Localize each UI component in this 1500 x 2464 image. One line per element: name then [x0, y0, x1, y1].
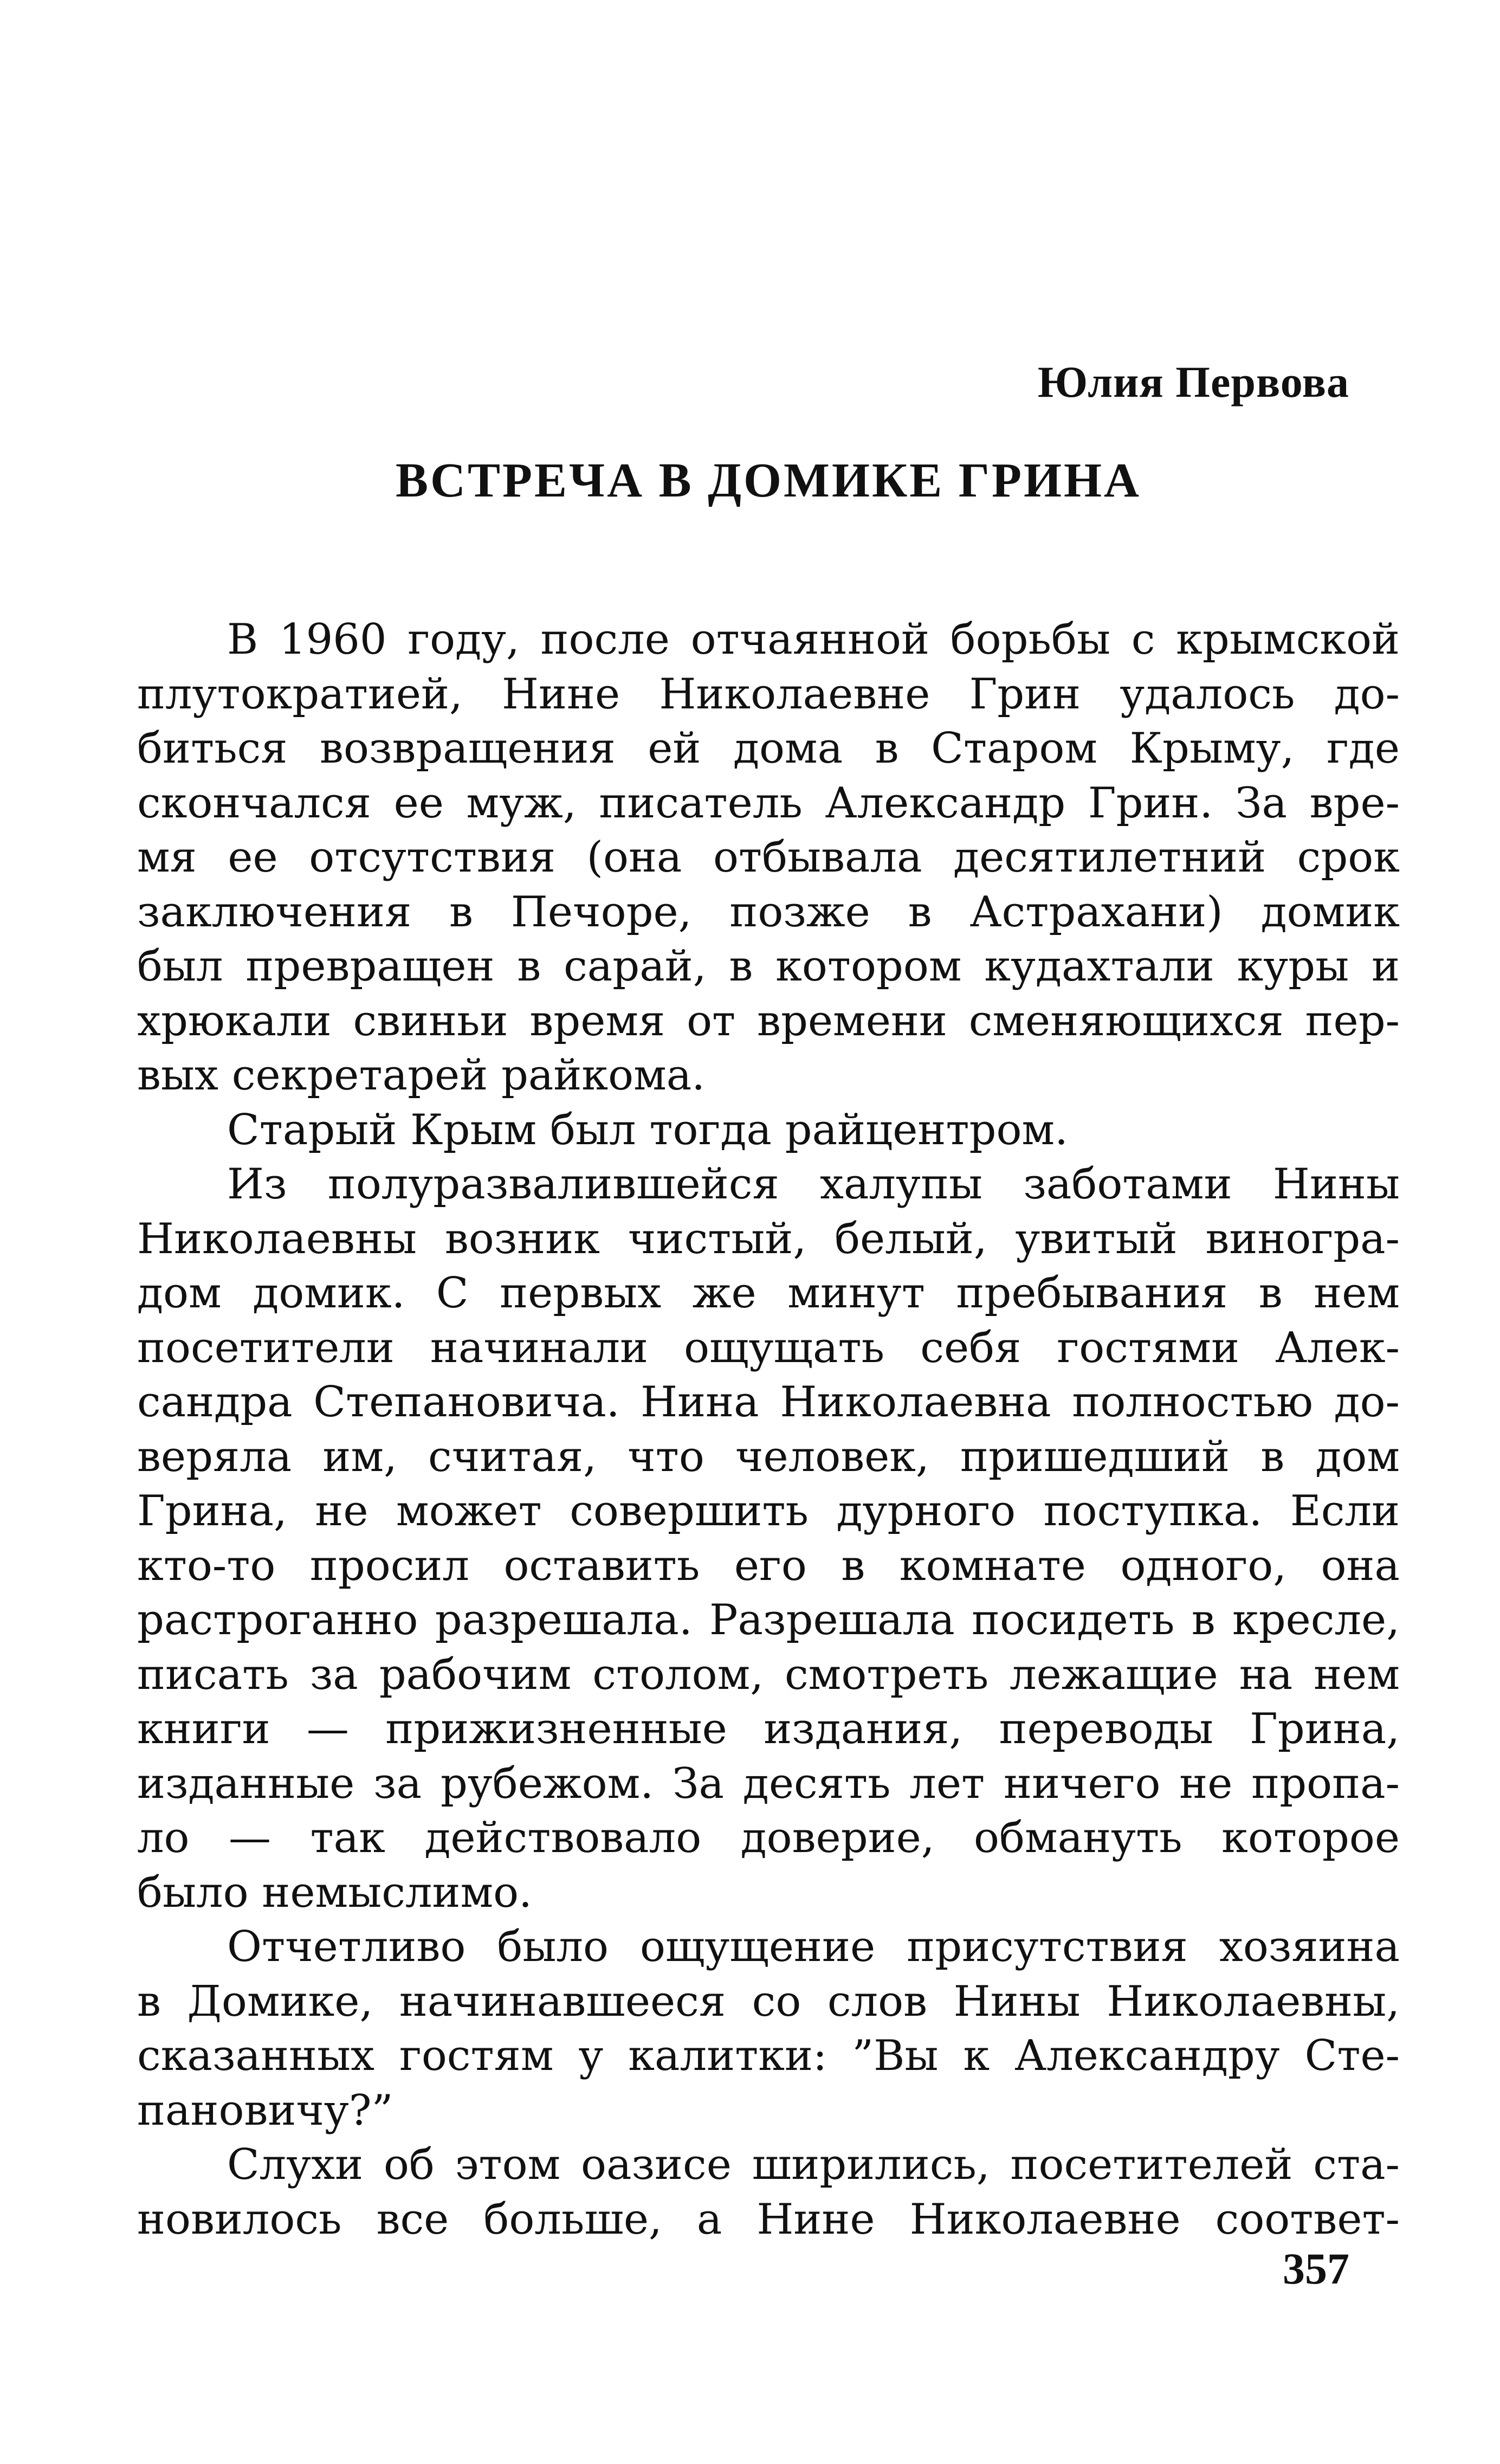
text-line: Отчетливо было ощущение присутствия хозяина [227, 1923, 1400, 1971]
text-line: хрюкали свиньи время от времени сменяющихся пер- [137, 996, 1400, 1046]
text-line: Николаевны возник чистый, белый, увитый виногра- [137, 1214, 1400, 1263]
text-line: мя ее отсутствия (она отбывала десятилетний срок [137, 833, 1400, 882]
text-line: биться возвращения ей дома в Старом Крыму, где [137, 724, 1400, 773]
author-name: Юлия Первова [1037, 357, 1349, 407]
text-line: сказанных гостям у калитки: ”Вы к Александру Сте- [137, 2031, 1400, 2080]
text-line: сандра Степановича. Нина Николаевна полностью до- [137, 1378, 1400, 1427]
chapter-title: ВСТРЕЧА В ДОМИКЕ ГРИНА [395, 454, 1142, 507]
text-line: пановичу?” [137, 2086, 393, 2135]
paragraph [137, 612, 1400, 1103]
text-line: Старый Крым был тогда райцентром. [227, 1105, 1068, 1154]
text-line: скончался ее муж, писатель Александр Грин. За вре- [137, 778, 1400, 828]
text-line: писать за рабочим столом, смотреть лежащие на нем [137, 1650, 1400, 1699]
text-line: вых секретарей райкома. [137, 1051, 706, 1100]
text-line: заключения в Печоре, позже в Астрахани) домик [137, 887, 1400, 937]
text-line: книги — прижизненные издания, переводы Грина, [137, 1705, 1400, 1753]
text-line: В 1960 году, после отчаянной борьбы с крымской [227, 615, 1400, 664]
paragraph [137, 2138, 1400, 2247]
paragraph [137, 1920, 1400, 2138]
text-line: было немыслимо. [137, 1868, 532, 1917]
text-line: Слухи об этом оазисе ширились, посетителей ста- [227, 2140, 1400, 2189]
text-line: дом домик. С первых же минут пребывания в нем [137, 1269, 1400, 1318]
text-line: посетители начинали ощущать себя гостями Алек- [137, 1323, 1400, 1372]
text-line: новилось все больше, а Нине Николаевне соответ- [137, 2195, 1400, 2244]
text-line: плутократией, Нине Николаевне Грин удалось до- [137, 669, 1400, 719]
paragraph [137, 1157, 1400, 1920]
text-line: ло — так действовало доверие, обмануть которое [137, 1814, 1400, 1862]
text-line: Грина, не может совершить дурного поступка. Если [137, 1487, 1400, 1536]
text-line: растроганно разрешала. Разрешала посидеть в кресле, [137, 1596, 1400, 1644]
text-line: был превращен в сарай, в котором кудахтали куры и [137, 942, 1400, 991]
text-line: веряла им, считая, что человек, пришедший в дом [137, 1432, 1400, 1481]
text-line: в Домике, начинавшееся со слов Нины Николаевны, [137, 1977, 1400, 2026]
page-number: 357 [1283, 2244, 1349, 2293]
text-line: кто-то просил оставить его в комнате одного, она [137, 1541, 1400, 1590]
paragraph [137, 1103, 1400, 1158]
text-line: Из полуразвалившейся халупы заботами Нины [227, 1160, 1400, 1209]
text-line: изданные за рубежом. За десять лет ничего не пропа- [137, 1759, 1400, 1808]
body-text [137, 612, 1400, 2247]
